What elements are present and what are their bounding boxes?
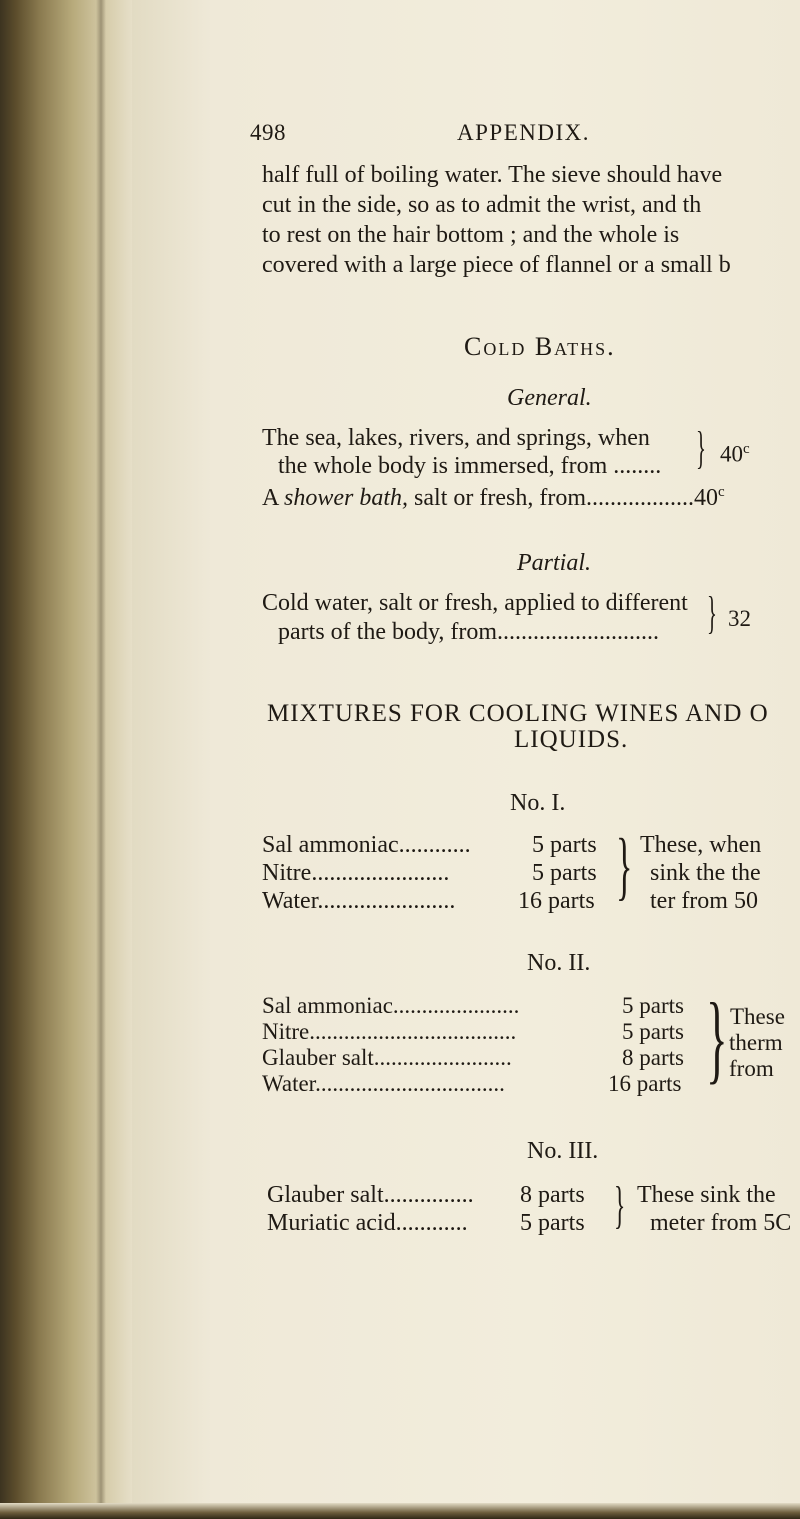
- no1-note: sink the the: [650, 860, 761, 886]
- intro-line: cut in the side, so as to admit the wrist, and th: [262, 192, 702, 218]
- no1-note: These, when: [640, 832, 762, 858]
- cold-baths-heading: Cold Baths.: [464, 332, 616, 361]
- general-line-1: The sea, lakes, rivers, and springs, when: [262, 425, 650, 451]
- no2-row-qty: 5 parts: [622, 993, 684, 1018]
- book-spine-shadow: [0, 0, 132, 1519]
- no3-note: meter from 5C: [650, 1210, 792, 1236]
- intro-paragraph: [262, 160, 731, 280]
- no1-row-qty: 5 parts: [532, 832, 597, 858]
- no1-row-name: Sal ammoniac............: [262, 832, 471, 858]
- brace: }: [706, 982, 728, 1093]
- brace: }: [707, 587, 717, 638]
- no3-heading: No. III.: [527, 1138, 599, 1164]
- spine-fold: [96, 0, 106, 1519]
- general-heading: General.: [507, 385, 592, 411]
- no1-row-name: Nitre.......................: [262, 860, 450, 886]
- no2-note: These: [730, 1004, 785, 1029]
- no2-row-name: Nitre....................................: [262, 1019, 517, 1044]
- partial-value: 32: [728, 606, 751, 631]
- no2-row-name: Sal ammoniac......................: [262, 993, 520, 1018]
- no3-row-qty: 5 parts: [520, 1210, 585, 1236]
- no2-row-qty: 5 parts: [622, 1019, 684, 1044]
- no1-row-name: Water.......................: [262, 888, 456, 914]
- intro-line: covered with a large piece of flannel or a small b: [262, 252, 731, 278]
- no2-row-name: Glauber salt........................: [262, 1045, 512, 1070]
- no2-heading: No. II.: [527, 950, 591, 976]
- general-value: 40$^c$: [720, 441, 750, 467]
- page-number: 498: [250, 120, 286, 145]
- no2-row-qty: 8 parts: [622, 1045, 684, 1070]
- shower-line: A shower bath, salt or fresh, from..................40$^c$: [262, 484, 725, 511]
- no1-heading: No. I.: [510, 790, 566, 816]
- page-bottom-edge: [0, 1503, 800, 1519]
- partial-line-2: parts of the body, from...........................: [278, 619, 660, 645]
- intro-line: to rest on the hair bottom ; and the whole is: [262, 222, 680, 248]
- intro-line: half full of boiling water. The sieve should have: [262, 162, 723, 188]
- no2-row-qty: 16 parts: [608, 1071, 682, 1096]
- brace: }: [616, 824, 633, 908]
- general-line-2: the whole body is immersed, from ........: [278, 453, 662, 479]
- brace: }: [614, 1177, 626, 1234]
- mixtures-title-2: LIQUIDS.: [514, 726, 629, 753]
- no2-row-name: Water.................................: [262, 1071, 505, 1096]
- no2-note: therm: [729, 1030, 783, 1055]
- brace: }: [696, 422, 706, 473]
- mixtures-title: MIXTURES FOR COOLING WINES AND O: [267, 700, 769, 727]
- book-page: [132, 0, 800, 1503]
- running-header: APPENDIX.: [457, 120, 590, 145]
- no1-row-qty: 5 parts: [532, 860, 597, 886]
- no3-row-qty: 8 parts: [520, 1182, 585, 1208]
- no3-note: These sink the: [637, 1182, 776, 1208]
- no3-row-name: Glauber salt...............: [267, 1182, 474, 1208]
- no1-note: ter from 50: [650, 888, 758, 914]
- partial-line-1: Cold water, salt or fresh, applied to different: [262, 590, 688, 616]
- no1-row-qty: 16 parts: [518, 888, 595, 914]
- partial-heading: Partial.: [517, 550, 592, 576]
- no2-note: from: [729, 1056, 774, 1081]
- no3-row-name: Muriatic acid............: [267, 1210, 468, 1236]
